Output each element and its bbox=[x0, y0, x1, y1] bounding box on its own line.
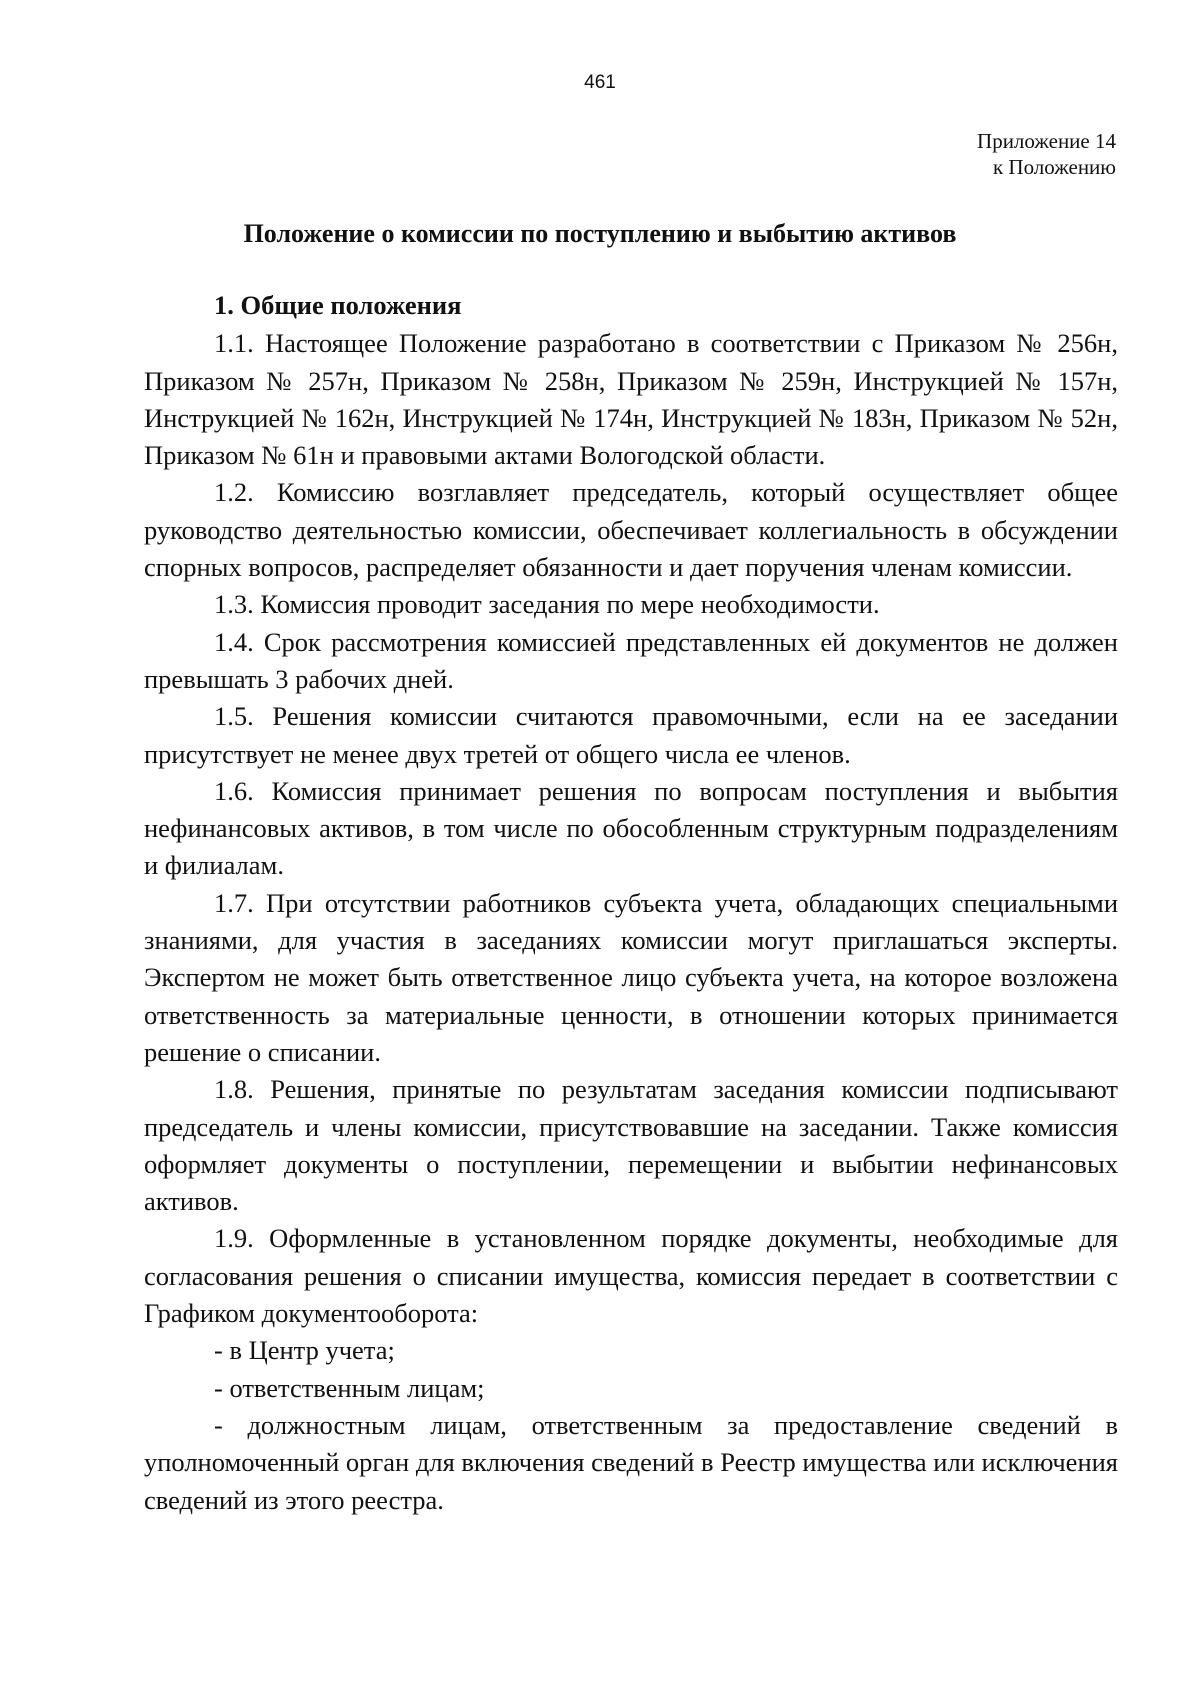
document-title: Положение о комиссии по поступлению и выбытию активов bbox=[243, 219, 957, 248]
paragraph-1-9: 1.9. Оформленные в установленном порядке документы, необходимые для согласования решения о списании имущества, комиссия передает в соответствии с Графиком документооборота: bbox=[144, 1223, 1118, 1329]
list-item: - в Центр учета; bbox=[214, 1335, 395, 1366]
section-heading: 1. Общие положения bbox=[214, 290, 462, 320]
paragraph-1-3: 1.3. Комиссия проводит заседания по мере необходимости. bbox=[214, 589, 880, 620]
paragraph-1-7: 1.7. При отсутствии работников субъекта учета, обладающих специальными знаниями, для участия в заседаниях комиссии могут приглашаться эксперты. Экспертом не может быть ответственное лицо субъекта учета, на которое возложена ответственность за материальные ценности, в отношении которых принимается решение о списании. bbox=[144, 887, 1118, 1067]
page-number: 461 bbox=[584, 72, 616, 93]
paragraph-1-5: 1.5. Решения комиссии считаются правомочными, если на ее заседании присутствует не менее двух третей от общего числа ее членов. bbox=[144, 701, 1118, 769]
paragraph-1-1: 1.1. Настоящее Положение разработано в соответствии с Приказом № 256н, Приказом № 257н, Приказом № 258н, Приказом № 259н, Инструкцией № 157н, Инструкцией № 162н, Инструкцией № 174н, Инструкцией № 183н, Приказом № 52н, Приказом № 61н и правовыми актами Вологодской области. bbox=[144, 328, 1118, 471]
appendix-reference bbox=[977, 128, 1116, 180]
document-body bbox=[144, 287, 1118, 1519]
paragraph-1-8: 1.8. Решения, принятые по результатам заседания комиссии подписывают председатель и члены комиссии, присутствовавшие на заседании. Также комиссия оформляет документы о поступлении, перемещении и выбытии нефинансовых активов. bbox=[144, 1074, 1118, 1217]
paragraph-1-4: 1.4. Срок рассмотрения комиссией представленных ей документов не должен превышать 3 рабочих дней. bbox=[144, 626, 1118, 694]
appendix-line-2: к Положению bbox=[992, 155, 1116, 179]
paragraph-1-2: 1.2. Комиссию возглавляет председатель, который осуществляет общее руководство деятельностью комиссии, обеспечивает коллегиальность в обсуждении спорных вопросов, распределяет обязанности и дает поручения членам комиссии. bbox=[144, 477, 1118, 583]
list-item: - должностным лицам, ответственным за предоставление сведений в уполномоченный орган для включения сведений в Реестр имущества или исключения сведений из этого реестра. bbox=[144, 1409, 1118, 1515]
paragraph-1-6: 1.6. Комиссия принимает решения по вопросам поступления и выбытия нефинансовых активов, в том числе по обособленным структурным подразделениям и филиалам. bbox=[144, 775, 1118, 881]
list-item: - ответственным лицам; bbox=[214, 1372, 485, 1403]
appendix-line-1: Приложение 14 bbox=[977, 129, 1116, 153]
